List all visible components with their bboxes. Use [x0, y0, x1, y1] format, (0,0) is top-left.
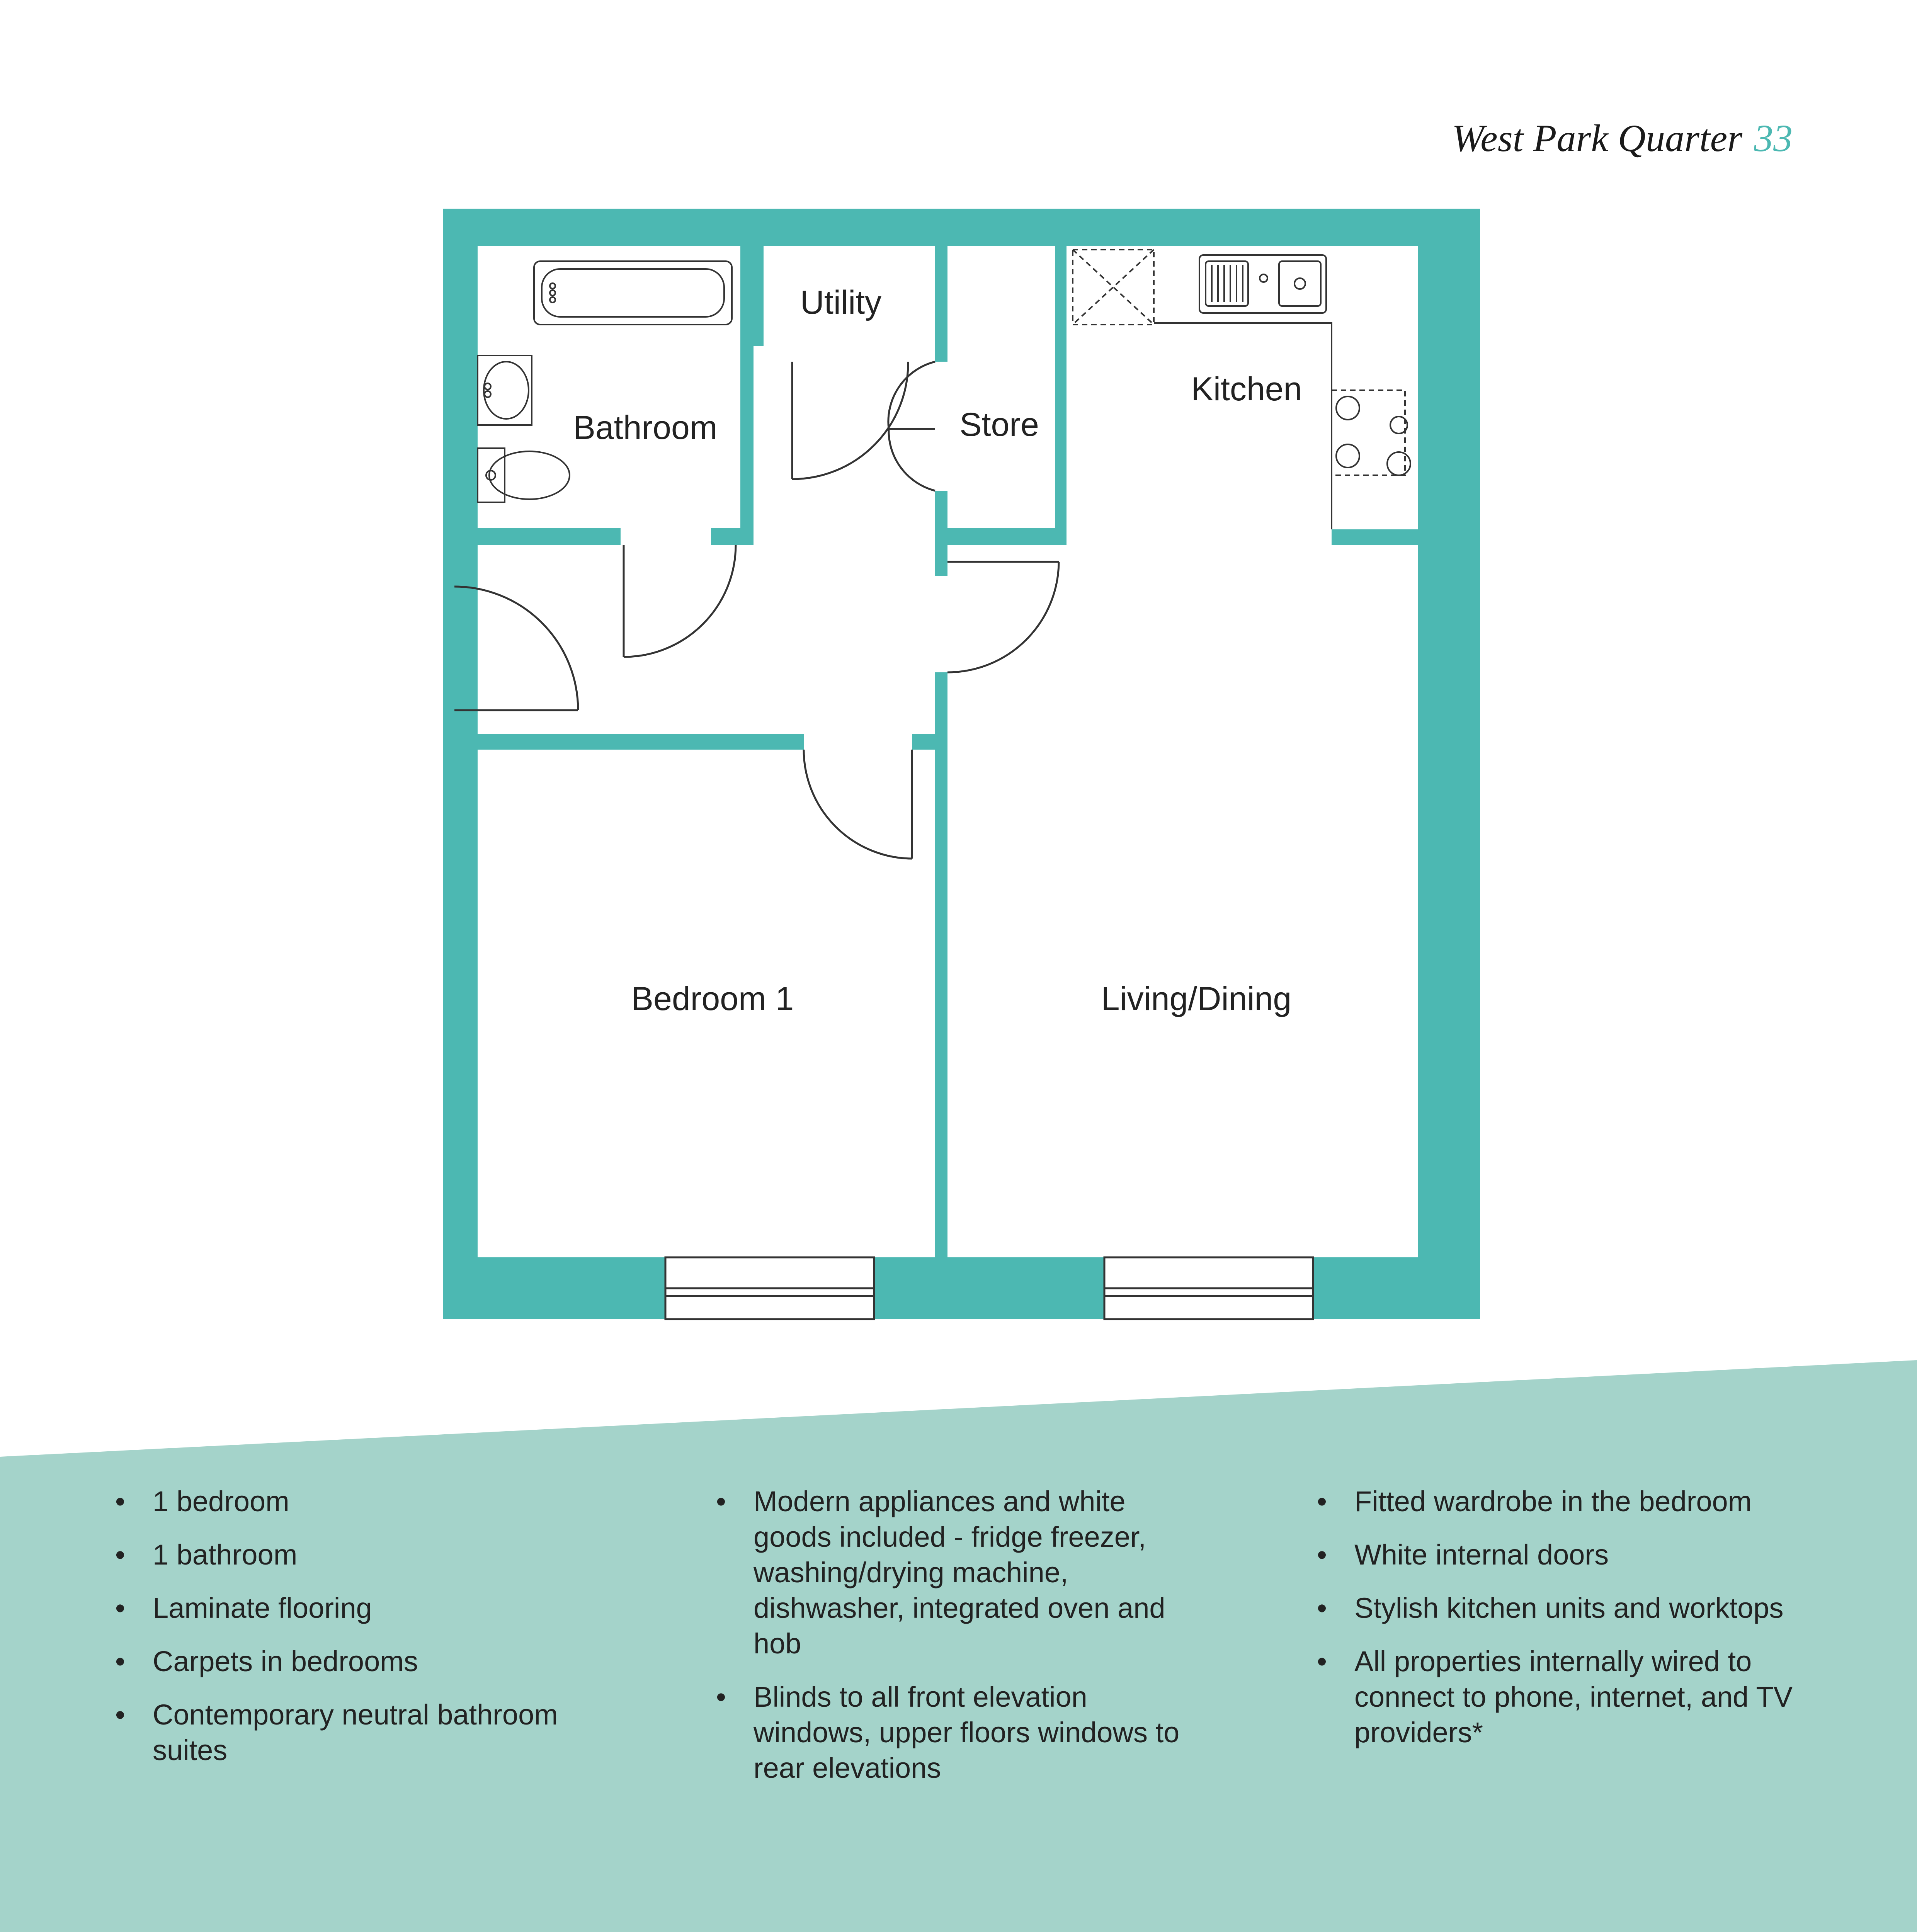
- features-column-1: [108, 1484, 591, 1786]
- feature-item: • Modern appliances and white goods included - fridge freezer, washing/drying machine, dishwasher, integrated oven and hob: [709, 1484, 1192, 1662]
- room-label-bedroom: Bedroom 1: [631, 980, 794, 1017]
- room-label-kitchen: Kitchen: [1191, 371, 1302, 408]
- room-label-bathroom: Bathroom: [573, 409, 718, 446]
- feature-item: • Contemporary neutral bathroom suites: [108, 1697, 591, 1768]
- features-column-2: [709, 1484, 1192, 1804]
- feature-item: • Carpets in bedrooms: [108, 1644, 591, 1679]
- feature-item: • Fitted wardrobe in the bedroom: [1310, 1484, 1832, 1519]
- feature-item: • Blinds to all front elevation windows, upper floors windows to rear elevations: [709, 1679, 1192, 1786]
- feature-item: • Stylish kitchen units and worktops: [1310, 1590, 1832, 1626]
- features-column-3: [1310, 1484, 1832, 1768]
- feature-item: • 1 bedroom: [108, 1484, 591, 1519]
- development-name: West Park Quarter: [1452, 117, 1742, 160]
- feature-item: • 1 bathroom: [108, 1537, 591, 1573]
- feature-item: • All properties internally wired to connect to phone, internet, and TV providers*: [1310, 1644, 1832, 1750]
- feature-item: • White internal doors: [1310, 1537, 1832, 1573]
- room-label-living: Living/Dining: [1101, 980, 1292, 1017]
- room-label-utility: Utility: [800, 284, 882, 321]
- room-label-store: Store: [959, 406, 1039, 443]
- page-number: 33: [1754, 117, 1793, 160]
- feature-item: • Laminate flooring: [108, 1590, 591, 1626]
